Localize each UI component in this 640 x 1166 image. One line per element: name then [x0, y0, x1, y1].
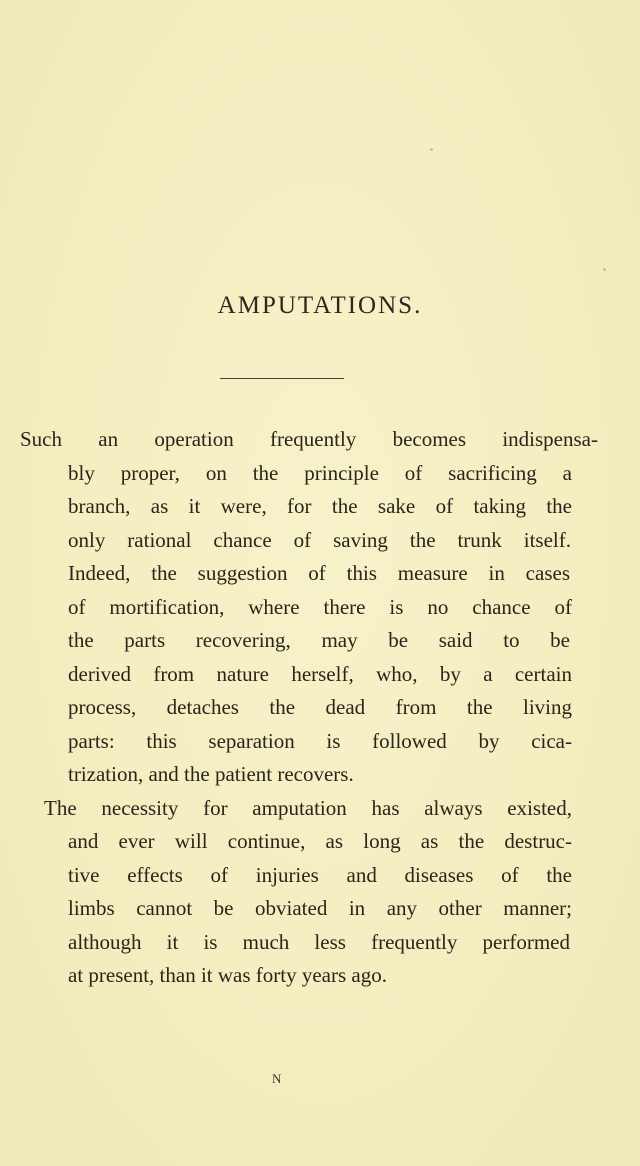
text-line: Indeed, the suggestion of this measure in cases — [68, 561, 570, 585]
paper-speck — [603, 268, 606, 271]
text-line: and ever will continue, as long as the destruc- — [68, 829, 572, 853]
text-line: Such an operation frequently becomes indispensa- — [20, 427, 598, 451]
text-line: The necessity for amputation has always existed, — [44, 796, 572, 820]
paper-speck — [430, 148, 433, 151]
text-line: parts: this separation is followed by cica- — [68, 729, 572, 753]
text-line: derived from nature herself, who, by a certain — [68, 662, 572, 686]
text-line: at present, than it was forty years ago. — [68, 963, 387, 987]
text-line: process, detaches the dead from the living — [68, 695, 572, 719]
page-title: AMPUTATIONS. — [217, 292, 423, 319]
text-line: branch, as it were, for the sake of taking the — [68, 494, 572, 518]
text-line: trization, and the patient recovers. — [68, 762, 354, 786]
text-line: tive effects of injuries and diseases of the — [68, 863, 572, 887]
text-line: of mortification, where there is no chance of — [68, 595, 572, 619]
signature-mark: N — [272, 1071, 282, 1086]
text-line: only rational chance of saving the trunk itself. — [68, 528, 571, 552]
text-line: the parts recovering, may be said to be — [68, 628, 570, 652]
title-divider — [220, 378, 344, 379]
text-line: bly proper, on the principle of sacrificing a — [68, 461, 572, 485]
text-line: limbs cannot be obviated in any other manner; — [68, 896, 572, 920]
text-line: although it is much less frequently performed — [68, 930, 570, 954]
